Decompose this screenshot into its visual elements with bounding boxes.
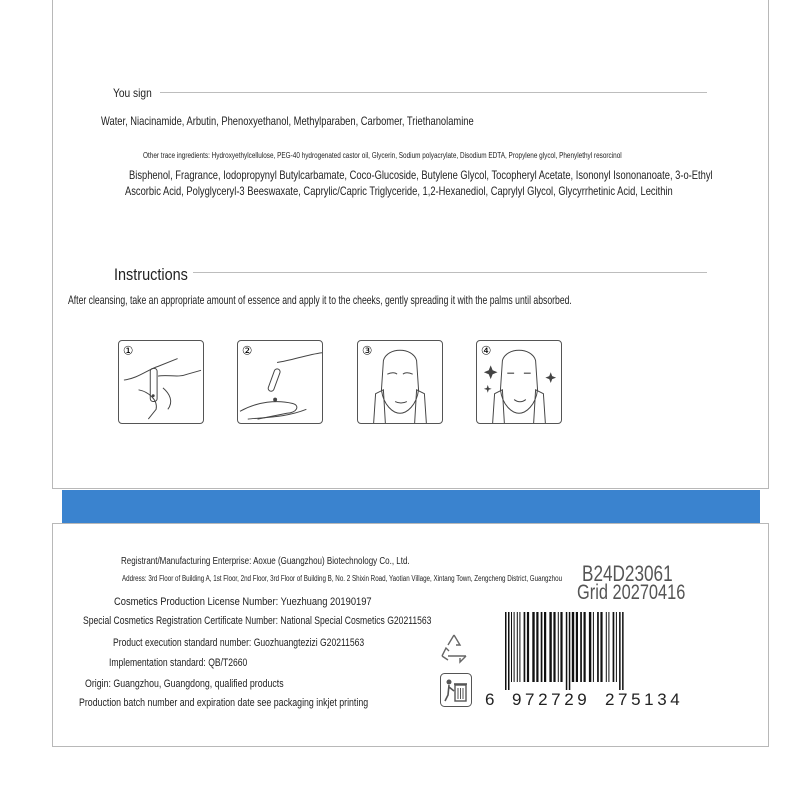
special-registration: Special Cosmetics Registration Certificate Number: National Special Cosmetics G20211563 <box>83 615 432 627</box>
recycle-icon <box>438 632 470 664</box>
step-1-card <box>118 340 204 424</box>
batch-code: B24D23061 <box>582 561 673 586</box>
drop-on-palm-icon <box>238 341 322 423</box>
production-license: Cosmetics Production License Number: Yuezhuang 20190197 <box>114 596 372 608</box>
main-ingredient-list: Water, Niacinamide, Arbutin, Phenoxyethanol, Methylparaben, Carbomer, Triethanolamine <box>101 114 474 128</box>
step-number: ③ <box>361 343 373 358</box>
ingredients-heading: You sign <box>113 86 152 100</box>
step-number: ④ <box>480 343 492 358</box>
execution-standard: Product execution standard number: Guozhuangtezizi G20211563 <box>113 637 365 649</box>
face-glow-icon <box>477 341 561 423</box>
extra-ingredients-line-2: Ascorbic Acid, Polyglyceryl-3 Beeswaxate, Caprylic/Capric Triglyceride, 1,2-Hexanediol, Caprylyl Glycol, Glycyrrhetinic Acid, Lecithin <box>125 184 673 198</box>
barcode-group-1: 972729 <box>512 690 591 709</box>
expiry-code: Grid 20270416 <box>577 581 686 604</box>
extra-ingredients-line-1: Bisphenol, Fragrance, Iodopropynyl Butylcarbamate, Coco-Glucoside, Butylene Glycol, Tocopheryl Acetate, Isononyl Isononanoate, 3-o-Ethyl <box>129 168 713 182</box>
trace-ingredient-list: Other trace ingredients: Hydroxyethylcellulose, PEG-40 hydrogenated castor oil, Glycerin, Sodium polyacrylate, Disodium EDTA, Propylene glycol, Phenylethyl resorcinol <box>143 151 622 160</box>
heading-divider <box>160 92 707 93</box>
barcode <box>503 612 703 690</box>
step-3-card <box>357 340 443 424</box>
registrant-text: Registrant/Manufacturing Enterprise: Aoxue (Guangzhou) Biotechnology Co., Ltd. <box>121 556 410 567</box>
instructions-heading: Instructions <box>114 265 188 284</box>
step-2-card <box>237 340 323 424</box>
origin-text: Origin: Guangzhou, Guangdong, qualified products <box>85 678 284 690</box>
implementation-standard: Implementation standard: QB/T2660 <box>109 657 248 669</box>
dropper-squeeze-icon <box>119 341 203 423</box>
step-number: ① <box>122 343 134 358</box>
step-number: ② <box>241 343 253 358</box>
trash-disposal-icon <box>440 673 472 707</box>
barcode-group-2: 275134 <box>605 690 684 709</box>
step-4-card <box>476 340 562 424</box>
face-apply-icon <box>358 341 442 423</box>
instructions-divider <box>193 272 707 273</box>
address-text: Address: 3rd Floor of Building A, 1st Floor, 2nd Floor, 3rd Floor of Building B, No. 2 Shixin Road, Yaotian Village, Xintang Town, Zengcheng District, Guangzhou <box>122 574 563 583</box>
instructions-text: After cleansing, take an appropriate amount of essence and apply it to the cheeks, gently spreading it with the palms until absorbed. <box>68 293 572 307</box>
batch-note: Production batch number and expiration date see packaging inkjet printing <box>79 697 369 709</box>
blue-band <box>62 490 760 523</box>
barcode-first-digit: 6 <box>485 690 499 709</box>
